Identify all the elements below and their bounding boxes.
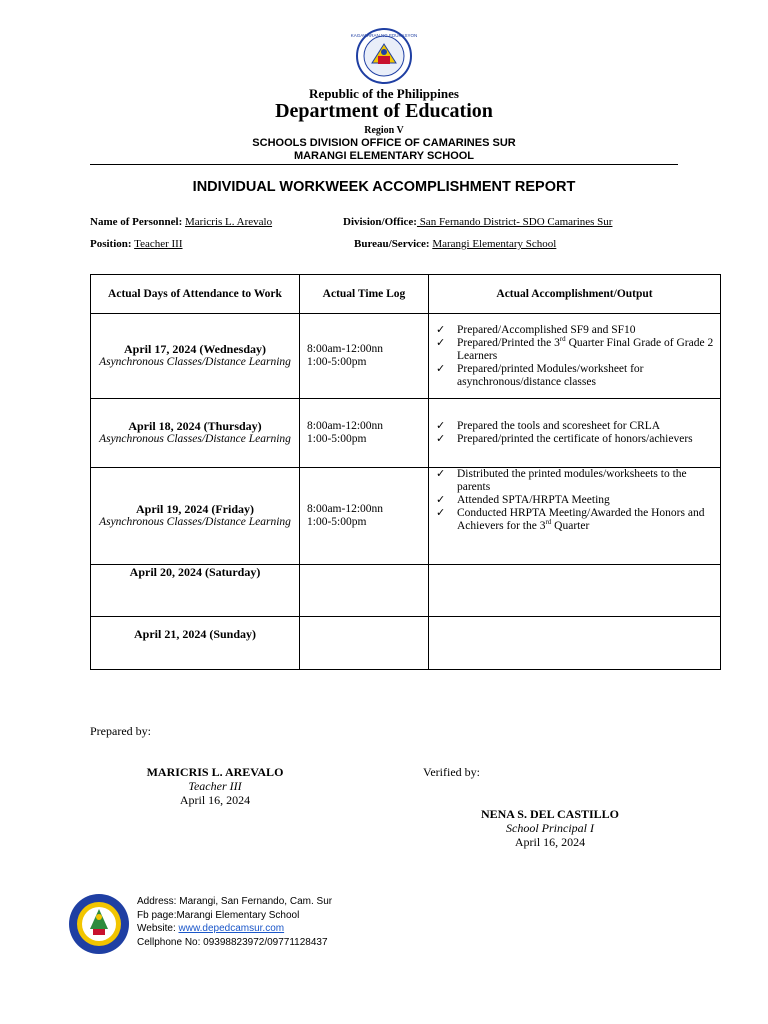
item-text: Conducted HRPTA Meeting/Awarded the Honors and Achievers for the 3 [457, 507, 705, 532]
region-label: Region V [364, 125, 404, 136]
prepared-date: April 16, 2024 [179, 793, 251, 807]
verified-name: NENA S. DEL CASTILLO [480, 807, 620, 821]
table-row [91, 399, 721, 468]
table-row [91, 468, 721, 565]
footer-fb: Fb page:Marangi Elementary School [137, 909, 300, 921]
department-title: Department of Education [275, 100, 493, 122]
header-time: Actual Time Log [300, 275, 429, 314]
list-item: ✓ Attended SPTA/HRPTA Meeting [457, 494, 720, 507]
division-label: SCHOOLS DIVISION OFFICE OF CAMARINES SUR [252, 137, 516, 149]
division-office-label: Division/Office: [343, 216, 417, 228]
item-text-rest: Quarter Final Grade of Grade 2 Learners [457, 336, 714, 362]
item-sup: rd [559, 334, 566, 343]
item-text: Prepared/Printed the 3 [457, 336, 560, 349]
republic-label: Republic of the Philippines [309, 86, 459, 101]
output-cell [429, 617, 721, 670]
output-list [429, 468, 720, 533]
table-header-row [91, 275, 721, 314]
deped-seal-icon [348, 28, 420, 84]
personnel-bureau [354, 238, 556, 250]
list-item [457, 334, 720, 363]
personnel-position [90, 238, 183, 250]
output-cell [429, 468, 721, 565]
prepared-by-label: Prepared by: [90, 724, 151, 738]
verified-by-label: Verified by: [423, 765, 480, 779]
day-date: April 18, 2024 (Thursday) [128, 419, 262, 433]
name-label: Name of Personnel: [90, 216, 183, 228]
school-label: MARANGI ELEMENTARY SCHOOL [293, 150, 475, 162]
header-days: Actual Days of Attendance to Work [91, 275, 300, 314]
time-cell [300, 399, 429, 468]
list-item: ✓ Prepared/printed Modules/worksheet for asynchronous/distance classes [457, 363, 720, 389]
personnel-division [343, 216, 612, 228]
personnel-name [90, 216, 272, 228]
item-sup: rd [545, 518, 552, 527]
bureau-label: Bureau/Service: [354, 238, 430, 250]
item-text-rest: Quarter [551, 520, 590, 532]
report-title: INDIVIDUAL WORKWEEK ACCOMPLISHMENT REPORT [192, 179, 576, 195]
website-link[interactable]: www.depedcamsur.com [178, 923, 285, 934]
seal-lettering: KAGAWARAN NG EDUKASYON [350, 33, 418, 38]
day-date: April 21, 2024 (Sunday) [133, 627, 257, 641]
time-am: 8:00am-12:00nn [307, 343, 384, 355]
day-cell [91, 565, 300, 617]
table-row [91, 565, 721, 617]
day-mode: Asynchronous Classes/Distance Learning [99, 433, 291, 445]
header-divider [90, 164, 678, 165]
output-cell [429, 314, 721, 399]
time-pm: 1:00-5:00pm [307, 516, 367, 528]
verified-date: April 16, 2024 [514, 835, 586, 849]
position-label: Position: [90, 238, 132, 250]
footer-contact [137, 895, 332, 949]
footer-address: Address: Marangi, San Fernando, Cam. Sur [137, 896, 333, 907]
day-date: April 17, 2024 (Wednesday) [123, 342, 266, 356]
footer-cellphone: Cellphone No: 09398823972/09771128437 [137, 936, 328, 948]
time-pm: 1:00-5:00pm [307, 433, 367, 445]
footer-website [137, 922, 332, 936]
time-am: 8:00am-12:00nn [307, 420, 384, 432]
bureau-value: Marangi Elementary School [432, 238, 557, 250]
header-output: Actual Accomplishment/Output [429, 275, 721, 314]
list-item: ✓ Prepared the tools and scoresheet for CRLA [457, 420, 720, 433]
time-cell [300, 565, 429, 617]
table-row [91, 314, 721, 399]
day-mode: Asynchronous Classes/Distance Learning [99, 356, 291, 368]
day-date: April 19, 2024 (Friday) [136, 502, 254, 516]
time-cell [300, 314, 429, 399]
verified-signature [450, 807, 650, 849]
output-cell [429, 399, 721, 468]
day-cell [91, 617, 300, 670]
time-am: 8:00am-12:00nn [307, 503, 384, 515]
output-list [429, 420, 720, 446]
list-item [457, 507, 720, 533]
list-item: ✓ Prepared/Accomplished SF9 and SF10 [457, 324, 720, 337]
school-seal-icon [68, 893, 130, 955]
table-row [91, 617, 721, 670]
time-cell [300, 617, 429, 670]
prepared-signature [115, 765, 315, 807]
output-list [429, 324, 720, 389]
verified-title: School Principal I [506, 821, 594, 835]
website-label: Website: [137, 923, 179, 934]
output-cell [429, 565, 721, 617]
list-item: ✓ Distributed the printed modules/worksheets to the parents [457, 468, 720, 494]
prepared-title: Teacher III [188, 779, 242, 793]
division-office-value: San Fernando District- SDO Camarines Sur [416, 216, 613, 228]
day-date: April 20, 2024 (Saturday) [129, 565, 261, 579]
day-mode: Asynchronous Classes/Distance Learning [99, 516, 291, 528]
accomplishment-table [90, 274, 721, 670]
prepared-name: MARICRIS L. AREVALO [146, 765, 284, 779]
time-pm: 1:00-5:00pm [307, 356, 367, 368]
day-cell [91, 468, 300, 565]
name-value: Maricris L. Arevalo [185, 216, 273, 228]
list-item: ✓ Prepared/printed the certificate of honors/achievers [457, 433, 720, 446]
day-cell [91, 314, 300, 399]
time-cell [300, 468, 429, 565]
day-cell [91, 399, 300, 468]
position-value: Teacher III [134, 238, 183, 250]
